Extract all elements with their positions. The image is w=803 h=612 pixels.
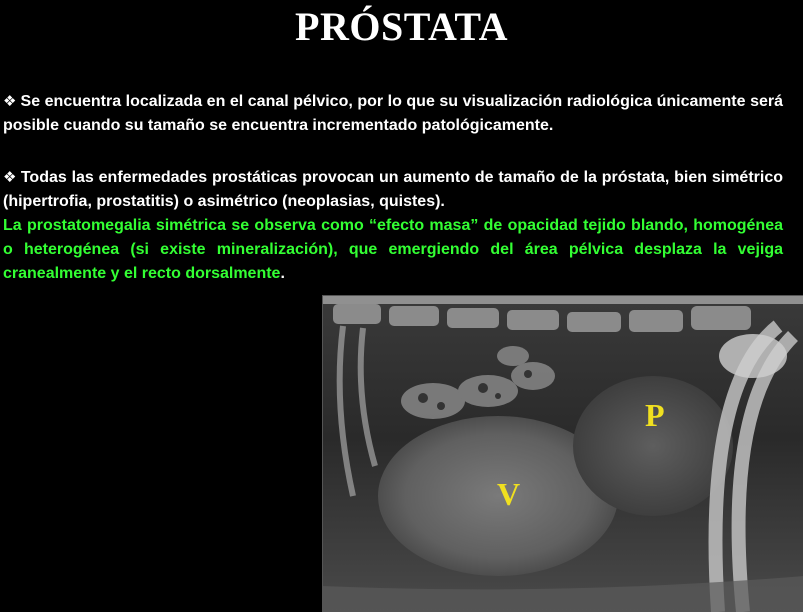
bladder-label: V	[497, 476, 521, 512]
four-diamond-bullet-icon: ❖	[3, 93, 17, 110]
paragraph-location-text: Se encuentra localizada en el canal pélvico, por lo que su visualización radiológica únicamente será posible cuando su tamaño se encuentra incrementado patológicamente.	[3, 93, 783, 134]
prostate-label: P	[645, 397, 665, 433]
slide-title: PRÓSTATA	[295, 4, 508, 49]
paragraph-end-period: .	[280, 265, 285, 282]
four-diamond-bullet-icon: ❖	[3, 169, 17, 186]
paragraph-location	[3, 90, 783, 138]
paragraph-enlargement-text: Todas las enfermedades prostáticas provocan un aumento de tamaño de la próstata, bien simétrico (hipertrofia, prostatitis) o asimétrico (neoplasias, quistes).	[3, 169, 783, 210]
paragraph-enlargement	[3, 166, 783, 286]
lateral-abdominal-radiograph	[322, 295, 803, 612]
radiograph-image	[323, 296, 803, 612]
prostatomegaly-highlight-text: La prostatomegalia simétrica se observa como “efecto masa” de opacidad tejido blando, homogénea o heterogénea (si existe mineralización), que emergiendo del área pélvica desplaza la vejiga cranealmente y el recto dorsalmente	[3, 217, 783, 282]
